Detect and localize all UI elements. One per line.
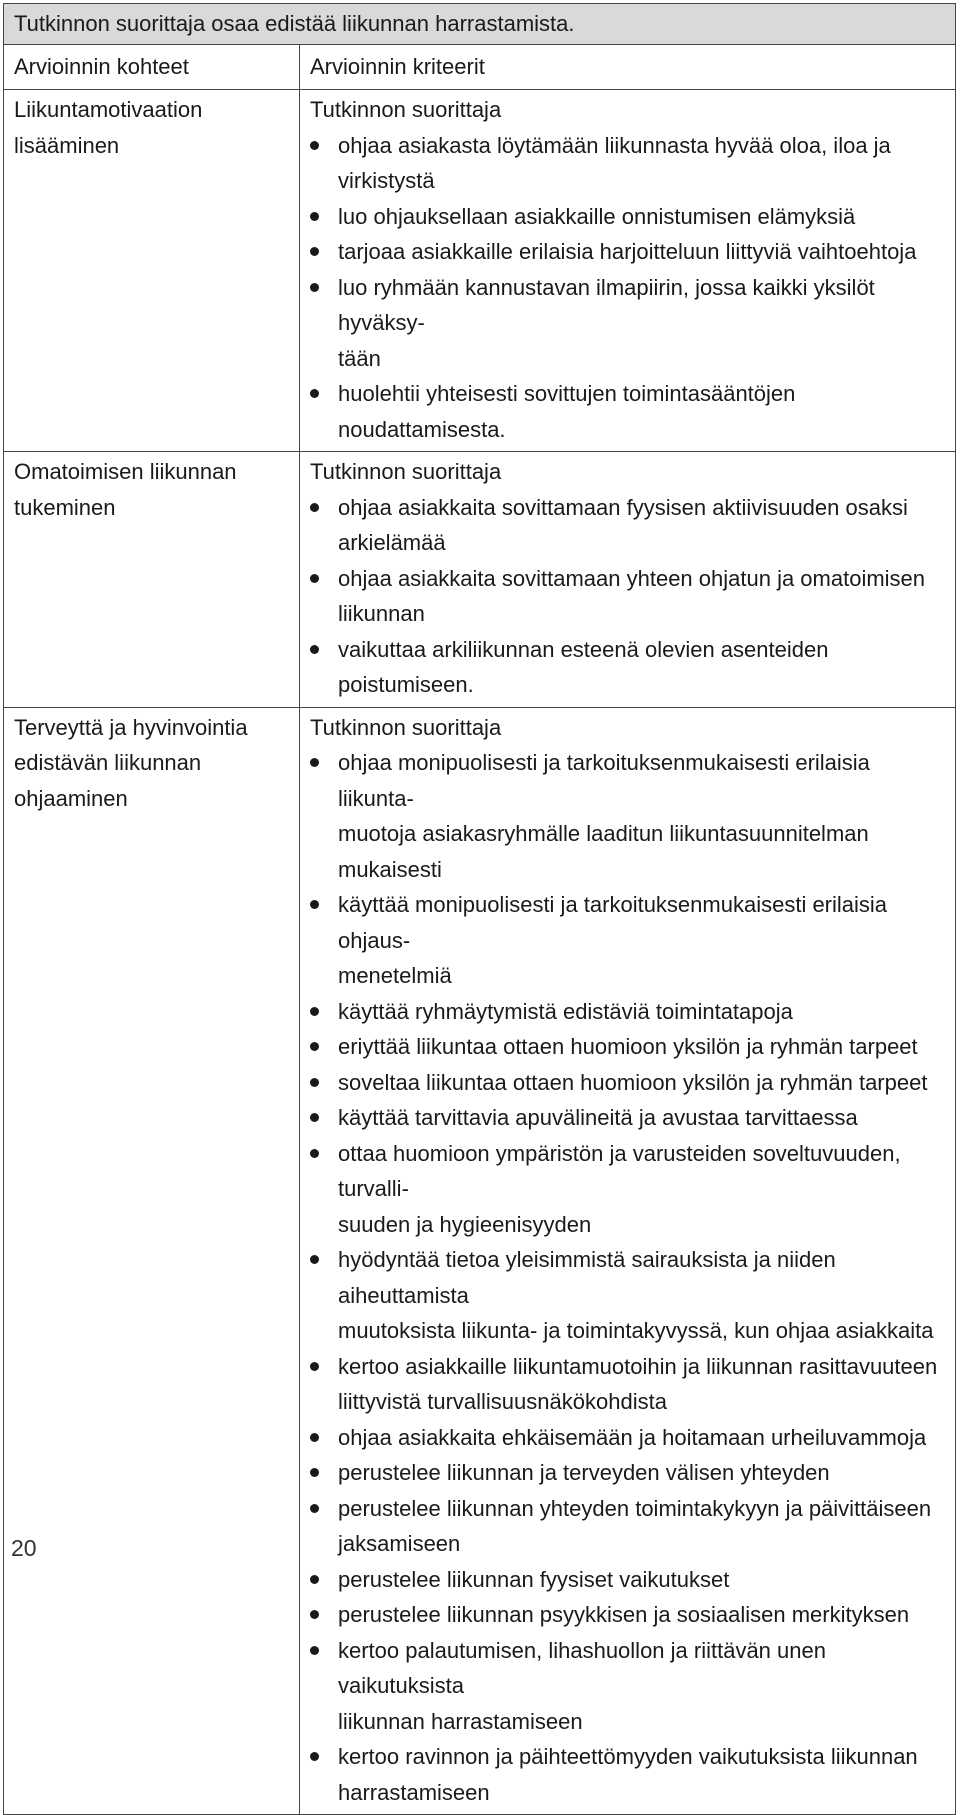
criterion-text: käyttää tarvittavia apuvälineitä ja avustaa tarvittaessa bbox=[338, 1105, 858, 1130]
bullet-icon bbox=[310, 1362, 319, 1371]
bullet-icon bbox=[310, 212, 319, 221]
list-item bbox=[310, 1242, 947, 1349]
criterion-text: ohjaa asiakasta löytämään liikunnasta hyvää oloa, iloa ja virkistystä bbox=[338, 132, 891, 193]
list-item bbox=[310, 1065, 947, 1101]
list-item bbox=[310, 376, 947, 447]
bullet-icon bbox=[310, 574, 319, 583]
bullet-icon bbox=[310, 389, 319, 398]
table-body bbox=[4, 90, 956, 1815]
bullet-icon bbox=[310, 1575, 319, 1584]
bullet-icon bbox=[310, 1149, 319, 1158]
criteria-subject: Tutkinnon suorittaja bbox=[310, 97, 502, 122]
criterion-text: vaikuttaa arkiliikunnan esteenä olevien asenteiden poistumiseen. bbox=[338, 636, 829, 697]
criterion-text: huolehtii yhteisesti sovittujen toimintasääntöjen noudattamisesta. bbox=[338, 381, 796, 442]
header-assessment-targets: Arvioinnin kohteet bbox=[4, 45, 300, 90]
assessment-target: Terveyttä ja hyvinvointia edistävän liikunnan ohjaaminen bbox=[14, 714, 248, 811]
table-row bbox=[4, 707, 956, 1815]
criterion-text: käyttää monipuolisesti ja tarkoituksenmukaisesti erilaisia ohjaus- menetelmiä bbox=[338, 892, 888, 988]
list-item bbox=[310, 199, 947, 235]
list-item bbox=[310, 270, 947, 377]
list-item bbox=[310, 1597, 947, 1633]
criterion-text: hyödyntää tietoa yleisimmistä sairauksista ja niiden aiheuttamista muutoksista liikunta- ja toimintakyvyssä, kun ohjaa asiakkaita bbox=[338, 1247, 934, 1343]
criterion-text: ohjaa asiakkaita sovittamaan yhteen ohjatun ja omatoimisen liikunnan bbox=[338, 565, 926, 626]
criterion-text: ohjaa asiakkaita sovittamaan fyysisen aktiivisuuden osaksi arkielämää bbox=[338, 494, 908, 555]
list-item bbox=[310, 1029, 947, 1065]
criterion-text: perustelee liikunnan yhteyden toimintakykyyn ja päivittäiseen jaksamiseen bbox=[338, 1495, 932, 1556]
bullet-icon bbox=[310, 1255, 319, 1264]
table-header-row bbox=[4, 45, 956, 90]
bullet-icon bbox=[310, 1468, 319, 1477]
list-item bbox=[310, 1739, 947, 1810]
criterion-text: ohjaa asiakkaita ehkäisemään ja hoitamaan urheiluvammoja bbox=[338, 1424, 927, 1450]
page-number: 20 bbox=[11, 1535, 37, 1561]
criteria-list bbox=[310, 745, 947, 1810]
list-item bbox=[310, 1455, 947, 1491]
list-item bbox=[310, 1420, 947, 1456]
bullet-icon bbox=[310, 1646, 319, 1655]
list-item bbox=[310, 1100, 947, 1136]
header-assessment-criteria: Arvioinnin kriteerit bbox=[300, 45, 956, 90]
bullet-icon bbox=[310, 283, 319, 292]
bullet-icon bbox=[310, 503, 319, 512]
criterion-text: soveltaa liikuntaa ottaen huomioon yksilön ja ryhmän tarpeet bbox=[338, 1069, 928, 1095]
table-title: Tutkinnon suorittaja osaa edistää liikunnan harrastamista. bbox=[4, 4, 956, 45]
criterion-text: ohjaa monipuolisesti ja tarkoituksenmukaisesti erilaisia liikunta- muotoja asiakasryhmälle laaditun liikuntasuunnitelman mukaisesti bbox=[338, 750, 870, 882]
list-item bbox=[310, 490, 947, 561]
bullet-icon bbox=[310, 1078, 319, 1087]
criterion-text: perustelee liikunnan fyysiset vaikutukset bbox=[338, 1566, 730, 1592]
criterion-text: tarjoaa asiakkaille erilaisia harjoitteluun liittyviä vaihtoehtoja bbox=[338, 239, 917, 264]
criteria-list bbox=[310, 128, 947, 448]
table-title-row bbox=[4, 4, 956, 45]
criteria-list bbox=[310, 490, 947, 703]
assessment-target: Omatoimisen liikunnan tukeminen bbox=[14, 459, 237, 520]
list-item bbox=[310, 1491, 947, 1562]
criterion-text: luo ohjauksellaan asiakkaille onnistumisen elämyksiä bbox=[338, 203, 856, 229]
criterion-text: eriyttää liikuntaa ottaen huomioon yksilön ja ryhmän tarpeet bbox=[338, 1034, 918, 1059]
criterion-text: kertoo ravinnon ja päihteettömyyden vaikutuksista liikunnan harrastamiseen bbox=[338, 1744, 918, 1805]
criteria-subject: Tutkinnon suorittaja bbox=[310, 459, 502, 484]
list-item bbox=[310, 128, 947, 199]
assessment-criteria-cell bbox=[300, 707, 956, 1815]
list-item bbox=[310, 1562, 947, 1598]
list-item bbox=[310, 561, 947, 632]
bullet-icon bbox=[310, 645, 319, 654]
criterion-text: ottaa huomioon ympäristön ja varusteiden soveltuvuuden, turvalli- suuden ja hygieenisyyden bbox=[338, 1140, 901, 1237]
assessment-target: Liikuntamotivaation lisääminen bbox=[14, 97, 203, 158]
bullet-icon bbox=[310, 900, 319, 909]
bullet-icon bbox=[310, 1042, 319, 1051]
list-item bbox=[310, 234, 947, 270]
bullet-icon bbox=[310, 1504, 319, 1513]
criterion-text: kertoo palautumisen, lihashuollon ja riittävän unen vaikutuksista liikunnan harrastamiseen bbox=[338, 1637, 826, 1734]
bullet-icon bbox=[310, 1113, 319, 1122]
bullet-icon bbox=[310, 758, 319, 767]
table-row bbox=[4, 452, 956, 708]
bullet-icon bbox=[310, 247, 319, 256]
list-item bbox=[310, 745, 947, 887]
assessment-criteria-cell bbox=[300, 452, 956, 708]
table-row bbox=[4, 90, 956, 452]
list-item bbox=[310, 887, 947, 994]
assessment-criteria-cell bbox=[300, 90, 956, 452]
bullet-icon bbox=[310, 1433, 319, 1442]
list-item bbox=[310, 632, 947, 703]
list-item bbox=[310, 1349, 947, 1420]
assessment-target-cell bbox=[4, 452, 300, 708]
bullet-icon bbox=[310, 1007, 319, 1016]
criteria-subject: Tutkinnon suorittaja bbox=[310, 714, 502, 740]
criterion-text: käyttää ryhmäytymistä edistäviä toimintatapoja bbox=[338, 998, 793, 1024]
bullet-icon bbox=[310, 1610, 319, 1619]
criterion-text: luo ryhmään kannustavan ilmapiirin, jossa kaikki yksilöt hyväksy- tään bbox=[338, 274, 875, 371]
bullet-icon bbox=[310, 141, 319, 150]
assessment-criteria-table bbox=[3, 3, 956, 1815]
assessment-target-cell bbox=[4, 707, 300, 1815]
criterion-text: kertoo asiakkaille liikuntamuotoihin ja liikunnan rasittavuuteen liittyvistä turvallisuusnäkökohdista bbox=[338, 1353, 938, 1414]
bullet-icon bbox=[310, 1752, 319, 1761]
list-item bbox=[310, 1633, 947, 1740]
list-item bbox=[310, 994, 947, 1030]
criterion-text: perustelee liikunnan psyykkisen ja sosiaalisen merkityksen bbox=[338, 1602, 910, 1627]
list-item bbox=[310, 1136, 947, 1243]
criterion-text: perustelee liikunnan ja terveyden välisen yhteyden bbox=[338, 1460, 830, 1485]
assessment-target-cell bbox=[4, 90, 300, 452]
